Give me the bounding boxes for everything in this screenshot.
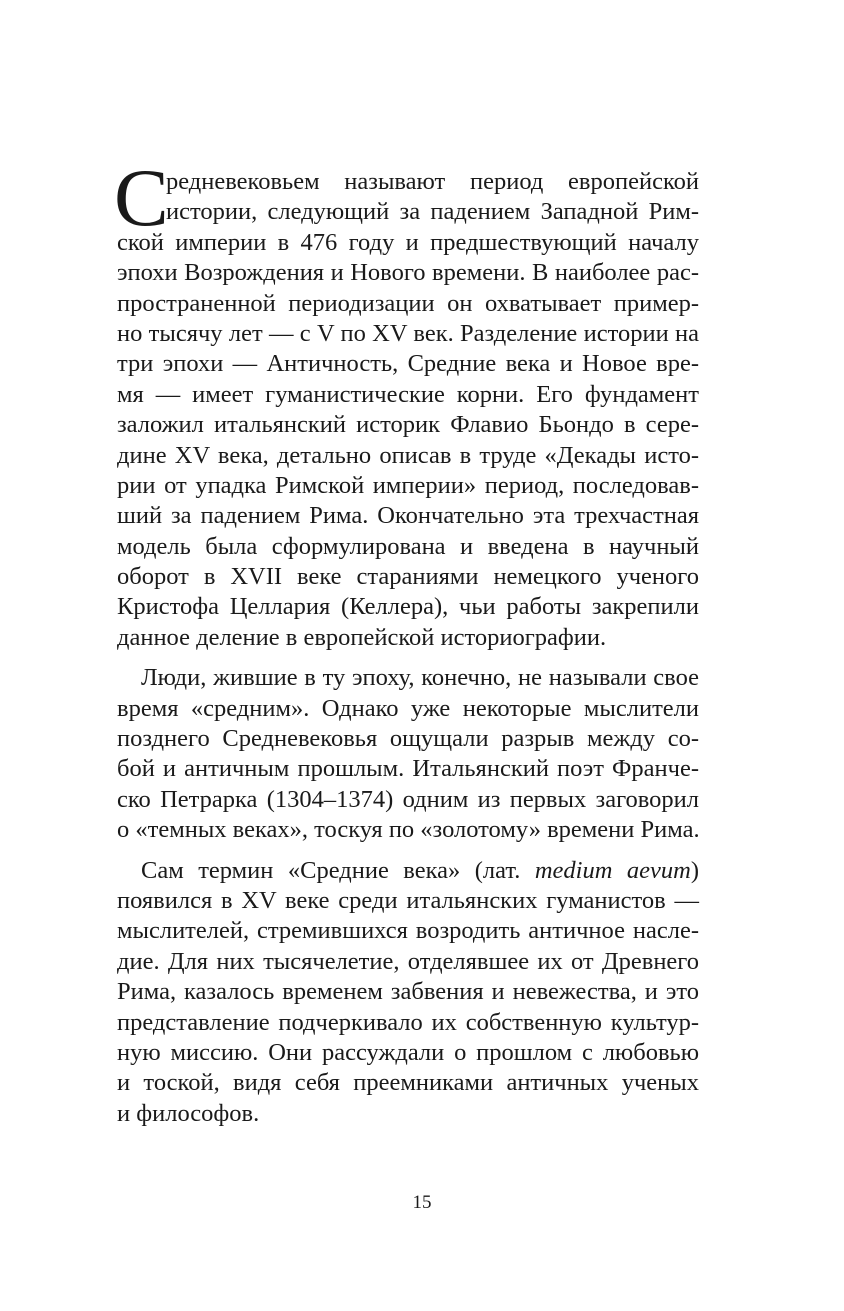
text-line: ско Петрарка (1304–1374) одним из первых заговорил — [117, 785, 699, 813]
text-line: Кристофа Целлария (Келлера), чьи работы закрепили — [117, 593, 699, 621]
text-run: ) — [690, 856, 699, 884]
paragraph-gap — [117, 846, 699, 856]
paragraph-gap — [117, 653, 699, 663]
text-line: мыслителей, стремившихся возродить античное насле- — [117, 917, 699, 945]
paragraph-3 — [117, 856, 699, 1130]
text-line: и философов. — [117, 1099, 260, 1127]
text-line: время «средним». Однако уже некоторые мыслители — [117, 694, 699, 722]
text-line: данное деление в европейской историографии. — [117, 623, 607, 651]
text-line — [117, 856, 699, 886]
text-line: истории, следующий за падением Западной Рим- — [166, 198, 699, 226]
text-line: три эпохи — Античность, Средние века и Новое вре- — [117, 350, 699, 378]
text-line: оборот в XVII веке стараниями немецкого ученого — [117, 563, 699, 591]
paragraph-2 — [117, 663, 699, 845]
text-line: Рима, казалось временем забвения и невежества, и это — [117, 978, 699, 1006]
text-line: дие. Для них тысячелетие, отделявшее их от Древнего — [117, 947, 699, 975]
text-line: дине XV века, детально описав в труде «Декады исто- — [117, 441, 699, 469]
body-text — [117, 167, 699, 1129]
text-line: ской империи в 476 году и предшествующий началу — [117, 228, 699, 256]
text-line: редневековьем называют период европейской — [166, 168, 699, 195]
text-line: но тысячу лет — с V по XV век. Разделение истории на — [117, 319, 699, 347]
text-line: пространенной периодизации он охватывает пример- — [117, 289, 699, 317]
text-line: Люди, жившие в ту эпоху, конечно, не называли свое — [141, 664, 699, 692]
text-line: и тоской, видя себя преемниками античных ученых — [117, 1069, 699, 1097]
drop-cap-letter: С — [114, 152, 169, 243]
page-number: 15 — [412, 1192, 432, 1213]
text-line: бой и античным прошлым. Итальянский поэт Франче- — [117, 755, 699, 783]
text-line: представление подчеркивало их собственную культур- — [117, 1008, 699, 1036]
text-line: ную миссию. Они рассуждали о прошлом с любовью — [117, 1038, 699, 1066]
text-line: позднего Средневековья ощущали разрыв между со- — [117, 725, 699, 753]
text-run: Сам термин «Средние века» (лат. — [141, 856, 535, 884]
latin-term: medium aevum — [534, 856, 691, 884]
text-line: заложил итальянский историк Флавио Бьондо в сере- — [117, 411, 699, 439]
text-line: появился в XV веке среди итальянских гуманистов — — [117, 886, 699, 914]
paragraph-1 — [117, 167, 699, 653]
text-line: мя — имеет гуманистические корни. Его фундамент — [117, 380, 699, 408]
text-line: модель была сформулирована и введена в научный — [117, 532, 699, 560]
text-line: эпохи Возрождения и Нового времени. В наиболее рас- — [117, 259, 699, 287]
text-line: о «темных веках», тоскуя по «золотому» времени Рима. — [117, 816, 700, 844]
text-line: рии от упадка Римской империи» период, последовав- — [117, 471, 699, 499]
text-line: ший за падением Рима. Окончательно эта трехчастная — [117, 502, 699, 530]
